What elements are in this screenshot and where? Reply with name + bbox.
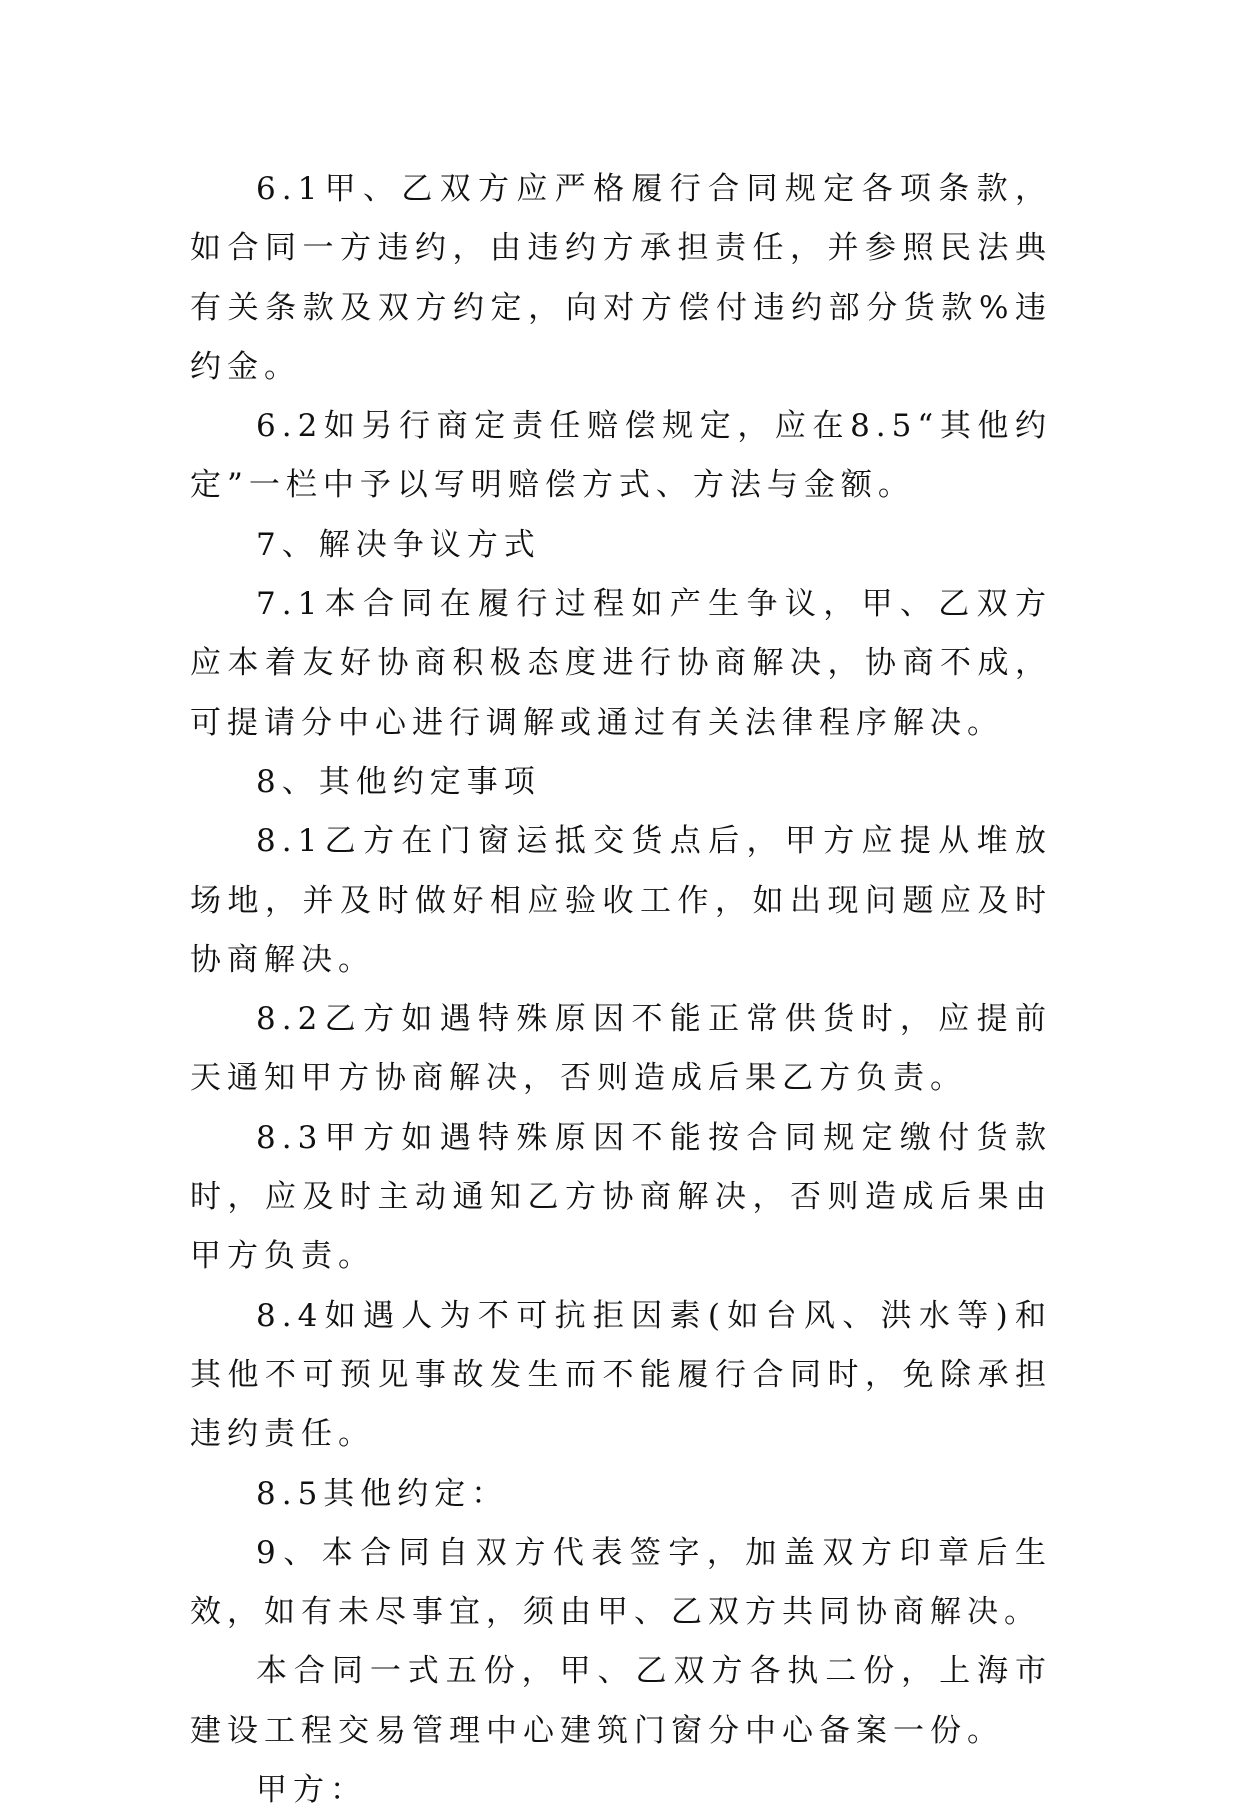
clause-9: 9、本合同自双方代表签字，加盖双方印章后生效，如有未尽事宜，须由甲、乙双方共同协商解决。 <box>190 1534 1052 1631</box>
clause-8-3: 8.3甲方如遇特殊原因不能按合同规定缴付货款时，应及时主动通知乙方协商解决，否则造成后果由甲方负责。 <box>190 1119 1052 1275</box>
party-a-signature-label: 甲方： <box>256 1772 367 1809</box>
clause-6-1: 6.1甲、乙双方应严格履行合同规定各项条款，如合同一方违约，由违约方承担责任，并参照民法典有关条款及双方约定，向对方偿付违约部分货款%违约金。 <box>190 171 1052 385</box>
clause-8-1: 8.1乙方在门窗运抵交货点后，甲方应提从堆放场地，并及时做好相应验收工作，如出现问题应及时协商解决。 <box>190 823 1052 978</box>
clause-8-4: 8.4如遇人为不可抗拒因素(如台风、洪水等)和其他不可预见事故发生而不能履行合同时，免除承担违约责任。 <box>190 1297 1052 1453</box>
clause-7-1: 7.1本合同在履行过程如产生争议，甲、乙双方应本着友好协商积极态度进行协商解决，协商不成，可提请分中心进行调解或通过有关法律程序解决。 <box>190 586 1052 741</box>
document-body <box>190 160 1052 1820</box>
clause-8-5: 8.5其他约定： <box>256 1475 509 1512</box>
clause-8-2: 8.2乙方如遇特殊原因不能正常供货时，应提前天通知甲方协商解决，否则造成后果乙方负责。 <box>190 1001 1052 1097</box>
clause-6-2: 6.2如另行商定责任赔偿规定，应在8.5“其他约定”一栏中予以写明赔偿方式、方法与金额。 <box>190 408 1052 504</box>
copies-clause: 本合同一式五份，甲、乙双方各执二份，上海市建设工程交易管理中心建筑门窗分中心备案一份。 <box>190 1653 1052 1749</box>
section-7-heading: 7、解决争议方式 <box>256 526 541 563</box>
section-8-heading: 8、其他约定事项 <box>256 763 541 800</box>
